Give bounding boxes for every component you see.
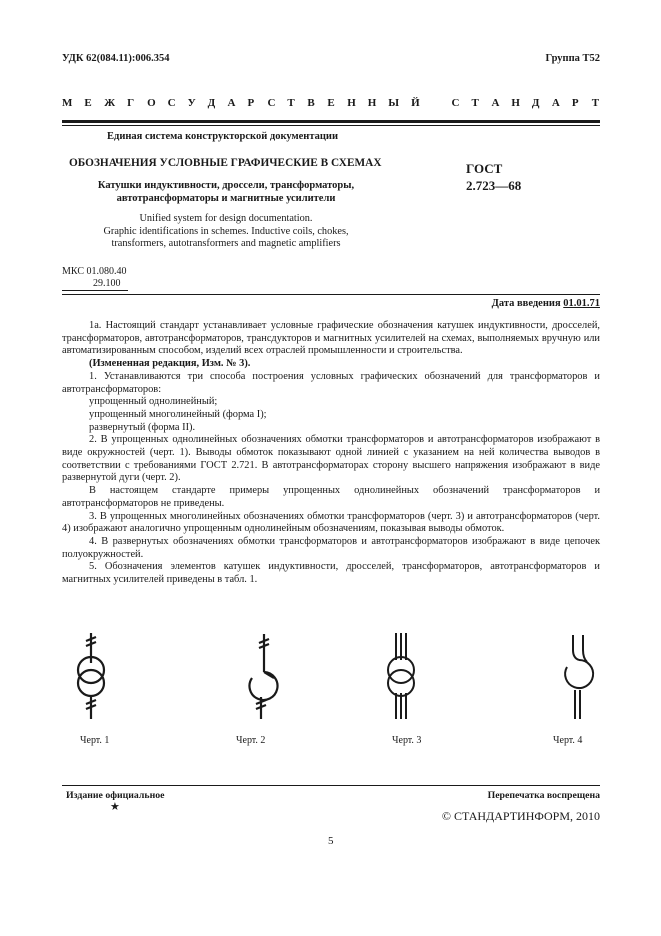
footer-rule xyxy=(62,785,600,786)
mks-line-2: 29.100 xyxy=(93,278,121,289)
title-letter: Р xyxy=(247,97,255,109)
title-letter: Д xyxy=(207,97,216,109)
title-letter: Е xyxy=(84,97,92,109)
figure-3-caption: Черт. 3 xyxy=(392,735,422,746)
figure-1-caption: Черт. 1 xyxy=(80,735,110,746)
title-letter: Т xyxy=(471,97,479,109)
title-letter: Ж xyxy=(104,97,116,109)
english-line-2: Graphic identifications in schemes. Inductive coils, chokes, xyxy=(103,225,349,237)
body-paragraph: 5. Обозначения элементов катушек индуктивности, дросселей, трансформаторов, автотрансформаторов и магнитных усилителей приведены в табл. 1. xyxy=(62,561,600,586)
english-title xyxy=(62,213,390,251)
mks-line-1: МКС 01.080.40 xyxy=(62,266,127,277)
official-edition: Издание официальное xyxy=(66,790,165,801)
title-letter: Г xyxy=(127,97,135,109)
page-number: 5 xyxy=(328,835,334,847)
system-title: Единая система конструкторской документации xyxy=(107,131,338,142)
mks-underline xyxy=(62,290,128,291)
mks-code xyxy=(62,266,126,290)
subtitle xyxy=(62,180,390,205)
title-letter: Е xyxy=(327,97,335,109)
body-paragraph: 1. Устанавливаются три способа построения условных графических обозначений для трансформаторов и автотрансформаторов: xyxy=(62,370,600,395)
official-star: ★ xyxy=(110,801,120,813)
title-letter: А xyxy=(491,97,500,109)
title-letter: Д xyxy=(531,97,540,109)
date-introduction xyxy=(492,298,600,309)
title-letter: Т xyxy=(591,97,600,109)
copyright: © СТАНДАРТИНФОРМ, 2010 xyxy=(441,809,600,823)
body-paragraph: упрощенный многолинейный (форма I); xyxy=(89,408,267,420)
body-paragraph: развернутый (форма II). xyxy=(89,421,196,433)
figure-2-caption: Черт. 2 xyxy=(236,735,266,746)
title-letter: Ы xyxy=(388,97,400,109)
body-paragraph: 3. В упрощенных многолинейных обозначениях обмотки трансформаторов (черт. 3) и автотрансформаторов (черт. 4) изображают аналогично упрощенным однолинейным обозначениям, показывая выводы обмоток. xyxy=(62,510,600,535)
figure-4-caption: Черт. 4 xyxy=(553,735,583,746)
title-letter: О xyxy=(147,97,156,109)
body-paragraph: 2. В упрощенных однолинейных обозначениях обмотки трансформаторов и автотрансформаторов изображают в виде окружностей (черт. 1). Выводы обмоток показывают одной линией с указанием на ней количества выводов в соответствии с требованиями ГОСТ 2.721. В автотрансформаторах сторону высшего напряжения изображают в виде развернутой дуги (черт. 2). xyxy=(62,434,600,484)
title-letter: А xyxy=(227,97,236,109)
body-paragraph: упрощенный однолинейный; xyxy=(89,396,218,408)
title-letter: М xyxy=(62,97,73,109)
title-letter: В xyxy=(307,97,315,109)
title-letter: Р xyxy=(571,97,579,109)
gost-label: ГОСТ xyxy=(466,161,503,176)
gost-number: 2.723—68 xyxy=(466,178,522,193)
title-letter: А xyxy=(551,97,560,109)
english-line-3: transformers, autotransformers and magnetic amplifiers xyxy=(111,238,341,250)
date-value: 01.01.71 xyxy=(563,298,600,309)
title-letter: Н xyxy=(347,97,356,109)
title-letter: Н xyxy=(511,97,520,109)
figure-3-multiline-transformer-symbol xyxy=(375,630,431,722)
title-letter: С xyxy=(167,97,176,109)
body-paragraph: 4. В развернутых обозначениях обмотки трансформаторов и автотрансформаторов изображают в виде цепочек полуокружностей. xyxy=(62,535,600,560)
subtitle-line-1: Катушки индуктивности, дроссели, трансформаторы, xyxy=(97,180,355,191)
body-paragraph: 1а. Настоящий стандарт устанавливает условные графические обозначения катушек индуктивности, дросселей, трансформаторов, автотрансформаторов, трансдукторов и магнитных усилителей на схемах, выполняемых вручную или автоматизированным способом, изделий всех отраслей промышленности и строительства. xyxy=(62,320,600,357)
udk-code: УДК 62(084.11):006.354 xyxy=(62,53,170,64)
english-line-1: Unified system for design documentation. xyxy=(139,213,313,224)
date-label: Дата введения xyxy=(491,298,561,309)
figure-2-autotransformer-symbol xyxy=(235,630,291,722)
title-letter: Й xyxy=(411,97,420,109)
figure-4-multiline-autotransformer-symbol xyxy=(551,630,607,722)
title-letter: У xyxy=(187,97,196,109)
figure-1-transformer-symbol xyxy=(65,630,121,722)
group-code: Группа Т52 xyxy=(545,53,600,64)
date-rule xyxy=(62,294,600,295)
subtitle-line-2: автотрансформаторы и магнитные усилители xyxy=(116,192,336,204)
body-paragraph: В настоящем стандарте примеры упрощенных однолинейных обозначений трансформаторов и автотрансформаторов не приведены. xyxy=(62,485,600,509)
interstate-standard-title xyxy=(62,97,600,109)
amendment-note: (Измененная редакция, Изм. № 3). xyxy=(89,358,251,370)
title-letter: Н xyxy=(367,97,377,109)
top-rule-thin xyxy=(62,125,600,126)
title-letter: С xyxy=(451,97,460,109)
reprint-prohibited: Перепечатка воспрещена xyxy=(487,790,600,801)
title-letter xyxy=(432,97,440,109)
title-letter: Т xyxy=(287,97,295,109)
title-letter: С xyxy=(267,97,276,109)
body-text xyxy=(62,320,600,587)
top-rule xyxy=(62,120,600,123)
main-title: ОБОЗНАЧЕНИЯ УСЛОВНЫЕ ГРАФИЧЕСКИЕ В СХЕМАХ xyxy=(69,157,382,169)
